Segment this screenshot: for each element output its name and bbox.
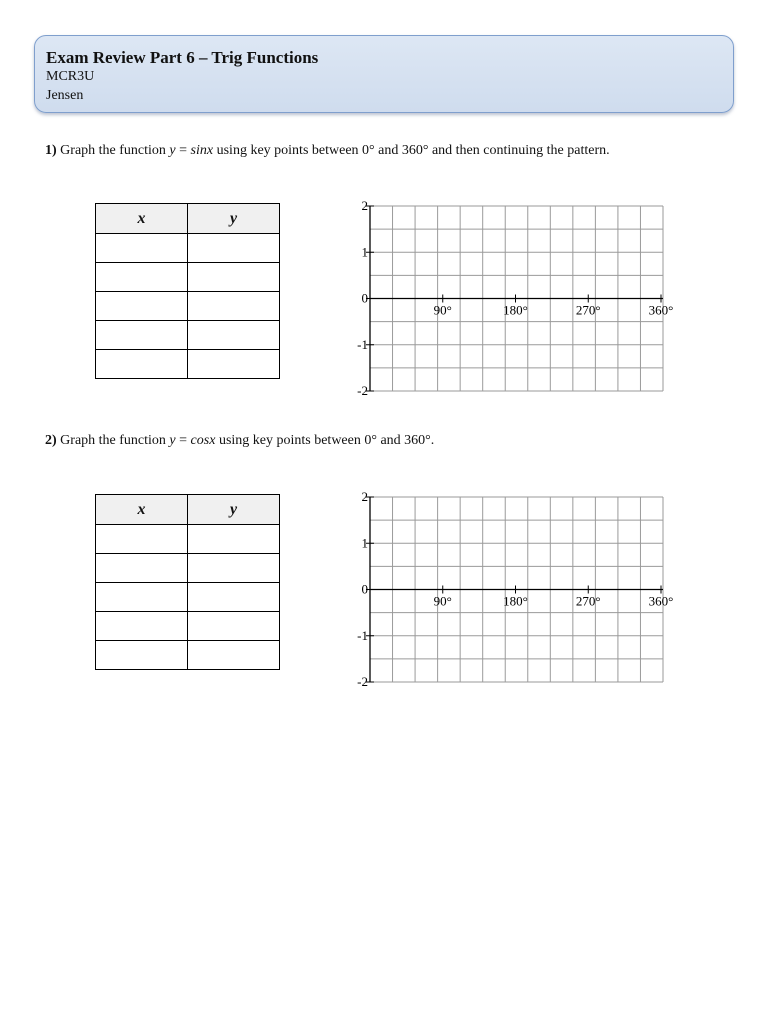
header-box [34, 35, 734, 113]
y-tick-label: -1 [357, 336, 368, 352]
coordinate-grid-1[interactable] [340, 196, 674, 401]
table-cell-x[interactable] [96, 554, 188, 583]
table-row [96, 554, 280, 583]
table-cell-y[interactable] [188, 350, 280, 379]
table-row [96, 292, 280, 321]
course-code: MCR3U [46, 69, 95, 84]
question-number: 2) [45, 433, 57, 448]
table-header-y: y [188, 495, 280, 525]
table-row [96, 234, 280, 263]
x-tick-label: 270° [575, 593, 601, 609]
equation-lhs: y [169, 143, 176, 158]
table-cell-x[interactable] [96, 612, 188, 641]
table-row [96, 321, 280, 350]
x-tick-label: 360° [648, 302, 674, 318]
question-1 [45, 143, 610, 159]
table-cell-y[interactable] [188, 583, 280, 612]
table-cell-y[interactable] [188, 321, 280, 350]
table-cell-x[interactable] [96, 321, 188, 350]
table-cell-y[interactable] [188, 554, 280, 583]
y-tick-label: -1 [357, 627, 368, 643]
y-tick-label: 0 [361, 581, 368, 597]
table-cell-y[interactable] [188, 234, 280, 263]
table-header-x: x [96, 495, 188, 525]
y-tick-label: -2 [357, 383, 368, 398]
table-cell-x[interactable] [96, 292, 188, 321]
table-cell-x[interactable] [96, 350, 188, 379]
y-tick-label: 2 [361, 489, 368, 504]
table-cell-x[interactable] [96, 641, 188, 670]
table-row [96, 641, 280, 670]
y-tick-label: 1 [361, 244, 368, 260]
x-tick-label: 180° [503, 593, 528, 609]
x-tick-label: 90° [433, 302, 452, 318]
question-number: 1) [45, 143, 57, 158]
table-row [96, 583, 280, 612]
coordinate-grid-2[interactable] [340, 487, 674, 692]
table-cell-y[interactable] [188, 641, 280, 670]
y-tick-label: -2 [357, 674, 368, 689]
table-cell-y[interactable] [188, 525, 280, 554]
equation-equals: = [179, 143, 188, 158]
equation-rhs: sinx [190, 143, 214, 158]
question-text: Graph the function [60, 433, 166, 448]
y-tick-label: 1 [361, 535, 368, 551]
table-row [96, 263, 280, 292]
question-text-after: using key points between 0° and 360° and then continuing the pattern. [216, 143, 610, 158]
xy-table-2 [95, 494, 280, 670]
table-header-y: y [188, 204, 280, 234]
table-row [96, 525, 280, 554]
teacher-name: Jensen [46, 88, 84, 103]
y-tick-label: 2 [361, 198, 368, 213]
xy-table-1 [95, 203, 280, 379]
question-2 [45, 433, 434, 449]
equation-equals: = [179, 433, 188, 448]
x-tick-label: 90° [433, 593, 452, 609]
y-tick-label: 0 [361, 290, 368, 306]
table-row [96, 612, 280, 641]
table-cell-x[interactable] [96, 263, 188, 292]
table-cell-x[interactable] [96, 234, 188, 263]
question-text: Graph the function [60, 143, 166, 158]
question-text-after: using key points between 0° and 360°. [218, 433, 435, 448]
x-tick-label: 270° [575, 302, 601, 318]
table-cell-x[interactable] [96, 583, 188, 612]
table-cell-y[interactable] [188, 263, 280, 292]
page-title: Exam Review Part 6 – Trig Functions [46, 48, 319, 67]
x-tick-label: 180° [503, 302, 528, 318]
table-cell-y[interactable] [188, 612, 280, 641]
table-header-x: x [96, 204, 188, 234]
table-cell-x[interactable] [96, 525, 188, 554]
equation-rhs: cosx [190, 433, 216, 448]
table-row [96, 350, 280, 379]
table-cell-y[interactable] [188, 292, 280, 321]
x-tick-label: 360° [648, 593, 674, 609]
equation-lhs: y [169, 433, 176, 448]
